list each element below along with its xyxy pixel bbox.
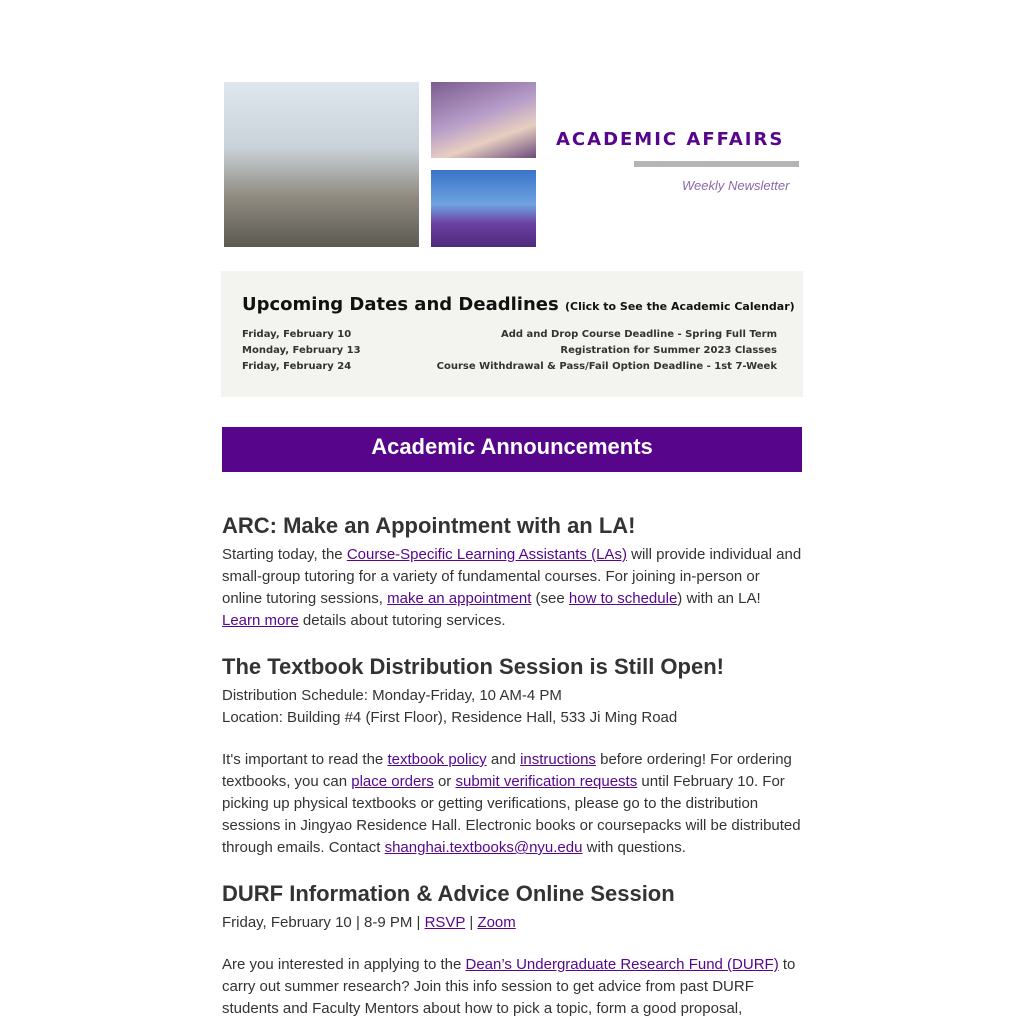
banner-title: ACADEMIC AFFAIRS bbox=[556, 129, 785, 150]
arc-article bbox=[222, 512, 802, 632]
deadlines-title-text: Upcoming Dates and Deadlines bbox=[242, 294, 559, 315]
deadline-event: Add and Drop Course Deadline - Spring Full Term bbox=[500, 329, 777, 340]
banner-subtitle: Weekly Newsletter bbox=[682, 178, 790, 193]
deadline-event: Registration for Summer 2023 Classes bbox=[560, 345, 777, 356]
campus-building-photo bbox=[224, 82, 419, 247]
deadline-event: Course Withdrawal & Pass/Fail Option Deadline - 1st 7-Week bbox=[436, 361, 777, 372]
academic-calendar-link[interactable]: (Click to See the Academic Calendar) bbox=[564, 300, 795, 313]
graduation-photo bbox=[431, 170, 536, 247]
how-to-schedule-link[interactable]: how to schedule bbox=[568, 590, 678, 607]
place-orders-link[interactable]: place orders bbox=[351, 773, 434, 790]
rsvp-link[interactable]: RSVP bbox=[424, 914, 466, 931]
make-appointment-link[interactable]: make an appointment bbox=[387, 590, 532, 607]
students-photo bbox=[431, 82, 536, 158]
textbook-heading: The Textbook Distribution Session is Still Open! bbox=[222, 654, 724, 679]
banner-divider bbox=[634, 161, 799, 167]
section-header-bar: Academic Announcements bbox=[222, 427, 802, 472]
arc-heading: ARC: Make an Appointment with an LA! bbox=[222, 513, 636, 538]
distribution-schedule: Distribution Schedule: Monday-Friday, 10 AM-4 PM bbox=[222, 687, 562, 704]
deadline-date: Friday, February 10 bbox=[242, 329, 352, 340]
textbook-article bbox=[222, 653, 802, 859]
durf-body: Are you interested in applying to the Dean’s Undergraduate Research Fund (DURF) to carry out summer research? Join this info session to get advice from past DURF students and Faculty Mentors about how to pick a topic, form a good proposal, bbox=[222, 956, 796, 1017]
deadline-date: Monday, February 13 bbox=[242, 345, 361, 356]
deadlines-title[interactable] bbox=[242, 294, 795, 315]
durf-article bbox=[222, 880, 802, 1020]
textbooks-email-link[interactable]: shanghai.textbooks@nyu.edu bbox=[384, 839, 583, 856]
learning-assistants-link[interactable]: Course-Specific Learning Assistants (LAs) bbox=[346, 546, 627, 563]
deadlines-box[interactable] bbox=[221, 271, 803, 397]
instructions-link[interactable]: instructions bbox=[520, 751, 596, 768]
durf-link[interactable]: Dean’s Undergraduate Research Fund (DURF) bbox=[465, 956, 779, 973]
verification-requests-link[interactable]: submit verification requests bbox=[455, 773, 638, 790]
textbook-policy-link[interactable]: textbook policy bbox=[387, 751, 487, 768]
zoom-link[interactable]: Zoom bbox=[477, 914, 516, 931]
durf-heading: DURF Information & Advice Online Session bbox=[222, 881, 675, 906]
distribution-location: Location: Building #4 (First Floor), Residence Hall, 533 Ji Ming Road bbox=[222, 709, 678, 726]
learn-more-link[interactable]: Learn more bbox=[222, 612, 299, 629]
durf-when: Friday, February 10 | 8-9 PM | RSVP | Zoom bbox=[222, 914, 516, 931]
textbook-body: It's important to read the textbook policy and instructions before ordering! For ordering textbooks, you can place orders or submit verification requests until February 10. For picking up physical textbooks or getting verifications, please go to the distribution sessions in Jingyao Residence Hall. Electronic books or coursepacks will be distributed through emails. Contact shanghai.textbooks@nyu.edu with questions. bbox=[222, 751, 801, 856]
deadline-date: Friday, February 24 bbox=[242, 361, 352, 372]
newsletter-banner bbox=[222, 80, 802, 250]
arc-body: Starting today, the Course-Specific Learning Assistants (LAs) will provide individual and small-group tutoring for a variety of fundamental courses. For joining in-person or online tutoring sessions, make an appointment (see how to schedule) with an LA! Learn more details about tutoring services. bbox=[222, 546, 802, 629]
